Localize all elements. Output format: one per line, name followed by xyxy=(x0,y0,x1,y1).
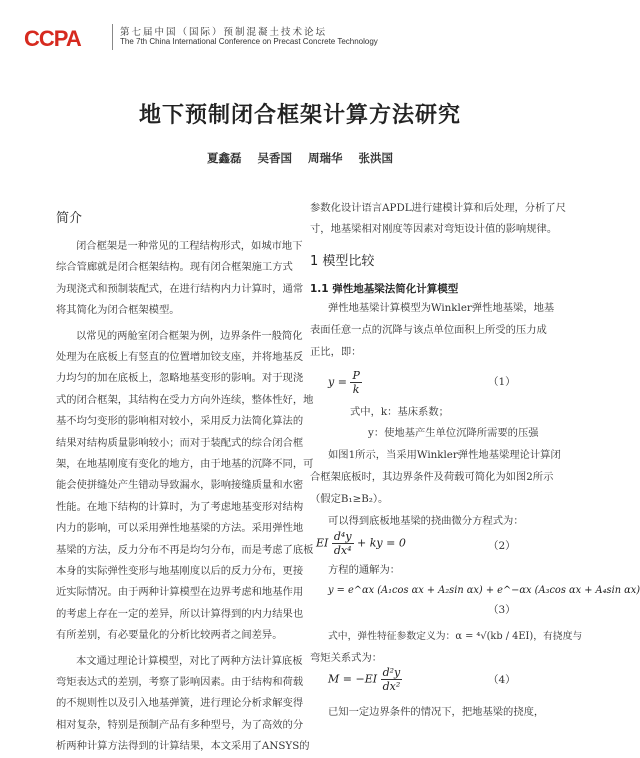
eq2-denominator: dx⁴ xyxy=(333,544,352,557)
definition-line: y：使地基产生单位沉降所需要的压强 xyxy=(368,427,539,439)
paragraph-line: 弯矩表达式的差别，考察了影响因素。由于结构和荷载 xyxy=(56,676,304,688)
paragraph-line: 处理为在底板上有竖直的位置增加铰支座，并将地基反 xyxy=(56,351,304,363)
paragraph-line: 寸，地基梁相对刚度等因素对弯矩设计值的影响规律。 xyxy=(310,223,558,235)
paragraph-line: 相对复杂，特别是预制产品有多种型号，为了高效的分 xyxy=(56,718,304,731)
paragraph-line: 可以得到底板地基梁的挠曲微分方程式为： xyxy=(328,515,524,527)
paragraph-line: 正比，即： xyxy=(310,346,362,358)
conference-title-cn: 第七届中国（国际）预制混凝土技术论坛 xyxy=(120,27,328,38)
author: 吴香国 xyxy=(257,151,292,165)
paragraph-line: 以常见的两舱室闭合框架为例，边界条件一般简化 xyxy=(76,329,303,342)
paragraph-line: 参数化设计语言APDL进行建模计算和后处理，分析了尺 xyxy=(310,202,566,214)
paragraph-line: 弹性地基梁计算模型为Winkler弹性地基梁，地基 xyxy=(328,302,555,314)
paper-title: 地下预制闭合框架计算方法研究 xyxy=(138,103,461,128)
paragraph-line: 力均匀的加在底板上，忽略地基变形的影响。对于现浇 xyxy=(56,372,304,385)
author: 周瑞华 xyxy=(308,151,343,165)
eq2-pre: EI xyxy=(316,536,329,550)
eq1-lhs: y = xyxy=(328,375,347,389)
author-list xyxy=(0,150,600,166)
eq4-fraction xyxy=(381,666,403,693)
paragraph-line: 的不规则性以及引入地基弹簧，进行理论分析求解变得 xyxy=(56,697,304,710)
paragraph-line: 结果对结构质量影响较小；而对于装配式的综合闭合框 xyxy=(56,436,304,449)
author: 张洪国 xyxy=(358,151,394,165)
paragraph-line: 的考虑上存在一定的差异，所以计算得到的内力结果也 xyxy=(56,607,304,620)
paragraph-line: 近实际情况。由于两种计算模型在边界考虑和地基作用 xyxy=(56,586,304,599)
page-header xyxy=(24,22,584,52)
conference-title-en: The 7th China International Conference on Precast Concrete Technology xyxy=(120,37,378,46)
paragraph-line: 式中，弹性特征参数定义为：α = ⁴√(kb / 4EI)，有挠度与 xyxy=(328,631,583,642)
paragraph-line: 闭合框架是一种常见的工程结构形式，如城市地下 xyxy=(76,240,303,252)
paragraph-line: 弯矩关系式为： xyxy=(310,652,383,664)
paragraph-line: （假定B₁≥B₂）。 xyxy=(310,493,389,505)
paragraph-line: 架，在地基刚度有变化的地方，由于地基的沉降不同，可 xyxy=(56,458,314,470)
section-heading: 1 模型比较 xyxy=(310,254,375,269)
paragraph-line: 综合管廊就是闭合框架结构。现有闭合框架施工方式 xyxy=(56,261,293,274)
author: 夏鑫磊 xyxy=(206,151,242,165)
definition-line: 式中，k：基床系数； xyxy=(350,406,449,418)
equation-2 xyxy=(316,530,406,557)
paragraph-line: 表面任意一点的沉降与该点单位面积上所受的压力成 xyxy=(310,324,547,336)
paragraph-line: 基不均匀变形的影响相对较小，采用反力法简化算法的 xyxy=(56,415,304,428)
eq4-numerator: d²y xyxy=(382,666,401,679)
paragraph-line: 合框架底板时，其边界条件及荷载可简化为如图2所示 xyxy=(310,471,554,483)
equation-1 xyxy=(328,369,362,396)
eq4-denominator: dx² xyxy=(382,680,401,693)
paragraph-line: 为现浇式和预制装配式，在进行结构内力计算时，通常 xyxy=(56,282,304,295)
paragraph-line: 如图1所示，当采用Winkler弹性地基梁理论计算闭 xyxy=(328,449,561,461)
eq2-post: + ky = 0 xyxy=(357,536,406,550)
subsection-heading: 1.1 弹性地基梁法简化计算模型 xyxy=(310,283,459,295)
section-heading-intro: 简介 xyxy=(56,211,83,226)
paragraph-line: 将其简化为闭合框架模型。 xyxy=(56,304,180,317)
eq4-pre: M = −EI xyxy=(328,672,378,686)
paragraph-line: 有所差别，有必要量化的分析比较两者之间差异。 xyxy=(56,629,283,642)
equation-number: （4） xyxy=(488,674,516,686)
equation-number: （2） xyxy=(488,540,516,552)
eq1-denominator: k xyxy=(352,383,360,396)
ccpa-logo: CCPA xyxy=(24,26,81,51)
header-divider xyxy=(112,24,113,50)
paragraph-line: 方程的通解为： xyxy=(328,564,401,576)
paragraph-line: 已知一定边界条件的情况下，把地基梁的挠度， xyxy=(328,706,545,718)
equation-4 xyxy=(328,666,402,693)
paragraph-line: 基梁的方法，反力分布不再是均匀分布，而是考虑了底板 xyxy=(56,543,314,556)
equation-number: （1） xyxy=(488,376,516,388)
eq2-numerator: d⁴y xyxy=(333,530,352,543)
paragraph-line: 内力的影响，可以采用弹性地基梁的方法。采用弹性地 xyxy=(56,522,304,535)
paragraph-line: 析两种计算方法得到的计算结果，本文采用了ANSYS的 xyxy=(56,740,310,753)
eq1-numerator: P xyxy=(352,369,360,382)
paragraph-line: 式的闭合框架，其结构在受力方向外连续，整体性好，地 xyxy=(56,393,314,406)
eq1-fraction xyxy=(350,369,361,396)
eq2-fraction xyxy=(332,530,354,557)
paragraph-line: 性能。在地下结构的计算时，为了考虑地基变形对结构 xyxy=(56,500,304,513)
paragraph-line: 能会使拼缝处产生错动导致漏水，影响接缝质量和水密 xyxy=(56,479,304,492)
paragraph-line: 本身的实际弹性变形与地基刚度以后的反力分布，更接 xyxy=(56,565,304,577)
equation-number: （3） xyxy=(488,604,516,616)
paragraph-line: 本文通过理论计算模型，对比了两种方法计算底板 xyxy=(76,654,303,667)
equation-3: y = e^αx (A₁cos αx + A₂sin αx) + e^−αx (A₃cos αx + A₄sin αx) xyxy=(328,585,640,596)
